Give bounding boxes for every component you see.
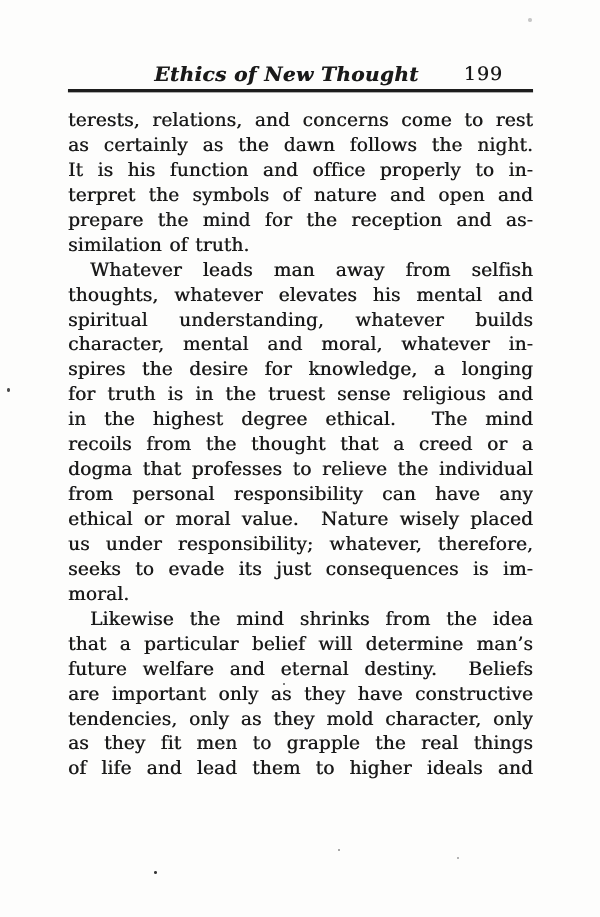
page-number: 199 xyxy=(463,63,503,85)
chapter-title: Ethics of New Thought xyxy=(154,62,419,86)
text-line: Likewise the mind shrinks from the idea xyxy=(90,608,533,630)
text-line: It is his function and office properly to in- xyxy=(68,159,533,181)
text-line: prepare the mind for the reception and as- xyxy=(68,209,533,231)
text-line: Whatever leads man away from selfish xyxy=(90,259,533,281)
text-line: as they fit men to grapple the real things xyxy=(68,733,533,755)
body-text xyxy=(68,109,533,782)
header-rule xyxy=(68,89,533,92)
scan-speck xyxy=(457,857,459,859)
text-line: future welfare and eternal destiny. Beliefs xyxy=(68,658,533,680)
text-line: in the highest degree ethical. The mind xyxy=(68,409,533,431)
text-line: us under responsibility; whatever, therefore, xyxy=(68,533,533,555)
text-line: dogma that professes to relieve the individual xyxy=(68,459,533,481)
scan-speck xyxy=(338,849,340,851)
scan-speck xyxy=(528,18,532,22)
running-header xyxy=(68,62,533,89)
text-line: character, mental and moral, whatever in- xyxy=(68,334,533,356)
text-line: of life and lead them to higher ideals and xyxy=(68,758,533,780)
text-line: from personal responsibility can have any xyxy=(68,484,533,506)
text-line: recoils from the thought that a creed or a xyxy=(68,434,533,456)
page-content xyxy=(68,62,533,780)
scan-speck xyxy=(7,388,10,392)
text-line: spires the desire for knowledge, a longing xyxy=(68,359,533,381)
text-line: are important only as they have constructive xyxy=(68,683,533,705)
text-line: similation of truth. xyxy=(68,234,250,256)
text-line: moral. xyxy=(68,583,130,605)
text-line: that a particular belief will determine man’s xyxy=(68,633,533,655)
scan-speck xyxy=(154,871,157,874)
text-line: tendencies, only as they mold character, only xyxy=(68,708,533,730)
text-line: spiritual understanding, whatever builds xyxy=(68,309,533,331)
text-line: seeks to evade its just consequences is im- xyxy=(68,558,533,580)
text-line: as certainly as the dawn follows the night. xyxy=(68,134,533,156)
text-line: terpret the symbols of nature and open and xyxy=(68,184,533,206)
text-line: thoughts, whatever elevates his mental and xyxy=(68,284,533,306)
text-line: terests, relations, and concerns come to rest xyxy=(68,110,533,131)
text-line: for truth is in the truest sense religious and xyxy=(68,384,533,406)
text-line: ethical or moral value. Nature wisely placed xyxy=(68,509,533,530)
